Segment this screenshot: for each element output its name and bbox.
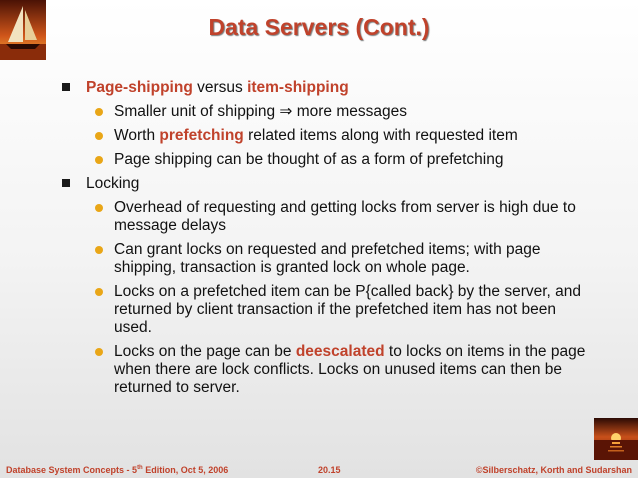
square-bullet-icon [62,83,70,91]
footer-slide-number: 20.15 [318,465,341,475]
round-bullet-icon [95,156,103,164]
slide-title: Data Servers (Cont.) [208,14,430,40]
footer-book-title: Database System Concepts - 5th Edition, Oct 5, 2006 [6,465,229,475]
sub-bullet: Smaller unit of shipping ⇒ more messages [60,103,590,121]
sub-bullet: Overhead of requesting and getting locks from server is high due to message delays [60,199,590,235]
bullet-locking: Locking [60,175,590,193]
round-bullet-icon [95,204,103,212]
round-bullet-icon [95,246,103,254]
bullet-page-shipping: Page-shipping versus item-shipping [60,79,590,97]
footer-copyright: ©Silberschatz, Korth and Sudarshan [475,465,632,475]
sub-bullet: Locks on a prefetched item can be P{called back} by the server, and returned by client transaction if the prefetched item has not been used. [60,283,590,337]
round-bullet-icon [95,108,103,116]
round-bullet-icon [95,288,103,296]
sub-bullet: Worth prefetching related items along with requested item [60,127,590,145]
slide-footer [0,463,638,477]
square-bullet-icon [62,179,70,187]
sub-bullet: Can grant locks on requested and prefetched items; with page shipping, transaction is granted lock on whole page. [60,241,590,277]
slide-body [60,79,590,403]
round-bullet-icon [95,348,103,356]
sub-bullet: Locks on the page can be deescalated to locks on items in the page when there are lock conflicts. Locks on unused items can then be returned to server. [60,343,590,397]
sunset-image [594,418,638,460]
sub-bullet: Page shipping can be thought of as a form of prefetching [60,151,590,169]
round-bullet-icon [95,132,103,140]
